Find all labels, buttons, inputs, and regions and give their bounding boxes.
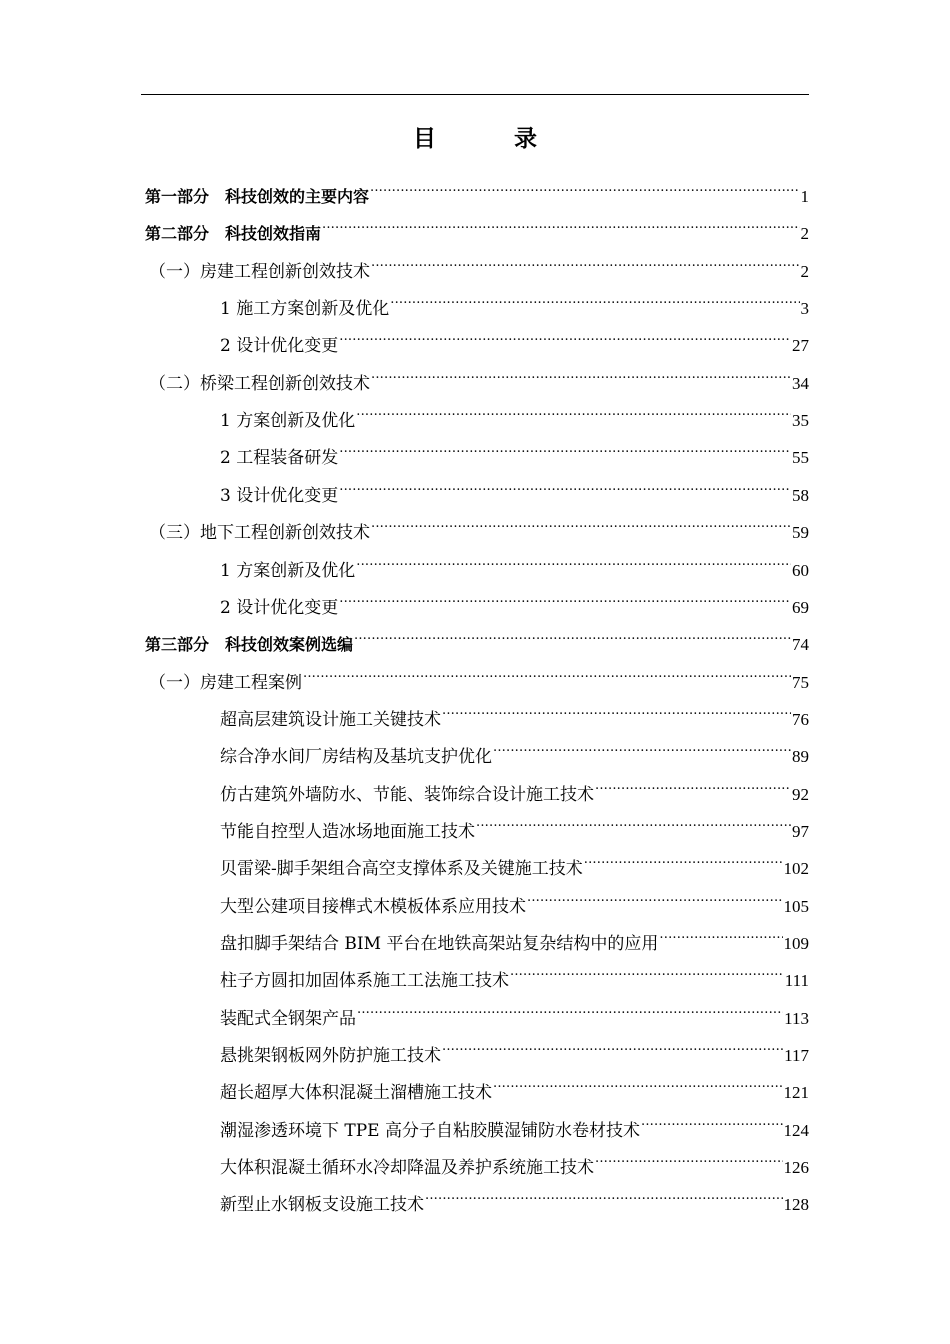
dot-leader <box>370 165 799 202</box>
toc-entry[interactable] <box>149 501 809 543</box>
toc-entry[interactable] <box>220 576 809 618</box>
toc-entry[interactable] <box>220 800 809 842</box>
toc-entry[interactable] <box>220 987 809 1029</box>
toc-entry[interactable] <box>220 426 809 468</box>
toc-entry-label: 第二部分 科技创效指南 <box>145 224 322 243</box>
dot-leader <box>476 800 791 837</box>
dot-leader <box>339 576 791 613</box>
toc-entry-label: 1 施工方案创新及优化 <box>220 299 390 319</box>
toc-entry-label: 超长超厚大体积混凝土溜槽施工技术 <box>220 1083 492 1103</box>
dot-leader <box>371 240 800 277</box>
toc-entry[interactable] <box>145 613 809 654</box>
dot-leader <box>493 1061 783 1098</box>
toc-entry-label: 悬挑架钢板网外防护施工技术 <box>220 1046 441 1066</box>
toc-entry-page-number: 105 <box>783 897 809 916</box>
toc-entry-label: 节能自控型人造冰场地面施工技术 <box>220 822 475 842</box>
toc-entry-page-number: 3 <box>800 299 809 318</box>
toc-entry-label: 1 方案创新及优化 <box>220 411 356 431</box>
toc-entry[interactable] <box>220 1024 809 1066</box>
toc-entry[interactable] <box>220 314 809 356</box>
toc-entry-page-number: 2 <box>800 224 809 243</box>
toc-entry[interactable] <box>145 165 809 206</box>
toc-entry-label: 潮湿渗透环境下 TPE 高分子自粘胶膜湿铺防水卷材技术 <box>220 1121 640 1141</box>
toc-entry-label: 仿古建筑外墙防水、节能、装饰综合设计施工技术 <box>220 785 594 805</box>
dot-leader <box>442 688 791 725</box>
toc-entry-page-number: 126 <box>783 1158 809 1177</box>
toc-entry-page-number: 89 <box>792 747 809 766</box>
dot-leader <box>371 501 791 538</box>
toc-entry-page-number: 55 <box>792 448 809 467</box>
dot-leader <box>659 912 782 949</box>
toc-entry-label: 2 设计优化变更 <box>220 598 339 618</box>
dot-leader <box>493 725 791 762</box>
toc-entry-page-number: 111 <box>784 971 809 990</box>
toc-entry-label: （一）房建工程创新创效技术 <box>149 262 370 282</box>
toc-entry[interactable] <box>220 539 809 581</box>
dot-leader <box>425 1173 783 1210</box>
toc-entry-page-number: 102 <box>783 859 809 878</box>
toc-entry[interactable] <box>220 949 809 991</box>
toc-entry-label: 大型公建项目接榫式木模板体系应用技术 <box>220 897 526 917</box>
toc-entry-label: 贝雷梁-脚手架组合高空支撑体系及关键施工技术 <box>220 859 583 879</box>
toc-entry[interactable] <box>220 277 809 319</box>
toc-entry[interactable] <box>220 1099 809 1141</box>
page-title-left: 目 <box>413 126 436 152</box>
dot-leader <box>527 875 783 912</box>
page-title <box>141 122 809 156</box>
dot-leader <box>595 763 791 800</box>
toc-entry-page-number: 74 <box>792 635 809 654</box>
dot-leader <box>339 314 791 351</box>
toc-entry[interactable] <box>220 688 809 730</box>
toc-entry-page-number: 124 <box>783 1121 809 1140</box>
dot-leader <box>356 389 791 426</box>
toc-entry-page-number: 69 <box>792 598 809 617</box>
toc-entry-label: 3 设计优化变更 <box>220 486 339 506</box>
toc-entry[interactable] <box>220 1136 809 1178</box>
toc-entry-label: 2 设计优化变更 <box>220 336 339 356</box>
toc-entry-label: 1 方案创新及优化 <box>220 561 356 581</box>
toc-entry-label: 柱子方圆扣加固体系施工工法施工技术 <box>220 971 509 991</box>
dot-leader <box>442 1024 783 1061</box>
toc-entry[interactable] <box>220 763 809 805</box>
toc-entry[interactable] <box>149 352 809 394</box>
toc-entry-page-number: 34 <box>792 374 809 393</box>
toc-entry-page-number: 59 <box>792 523 809 542</box>
toc-entry[interactable] <box>220 875 809 917</box>
toc-entry-page-number: 109 <box>783 934 809 953</box>
toc-entry-page-number: 121 <box>783 1083 809 1102</box>
dot-leader <box>510 949 784 986</box>
toc-entry-page-number: 128 <box>783 1195 809 1214</box>
toc-entry-page-number: 117 <box>784 1046 809 1065</box>
toc-entry[interactable] <box>149 651 809 693</box>
dot-leader <box>339 464 791 501</box>
toc-entry-label: 综合净水间厂房结构及基坑支护优化 <box>220 747 492 767</box>
toc-entry[interactable] <box>220 912 809 954</box>
toc-entry-label: （二）桥梁工程创新创效技术 <box>149 374 370 394</box>
dot-leader <box>354 613 791 650</box>
toc-entry-label: 装配式全钢架产品 <box>220 1009 356 1029</box>
toc-entry[interactable] <box>220 725 809 767</box>
toc-entry-page-number: 2 <box>800 262 809 281</box>
dot-leader <box>595 1136 783 1173</box>
toc-entry[interactable] <box>220 837 809 879</box>
toc-entry-page-number: 97 <box>792 822 809 841</box>
dot-leader <box>339 426 791 463</box>
toc-entry-page-number: 113 <box>784 1009 809 1028</box>
toc-entry[interactable] <box>145 202 809 243</box>
toc-entry-page-number: 58 <box>792 486 809 505</box>
toc-entry-page-number: 92 <box>792 785 809 804</box>
toc-entry-label: 超高层建筑设计施工关键技术 <box>220 710 441 730</box>
toc-entry-page-number: 60 <box>792 561 809 580</box>
toc-entry-page-number: 27 <box>792 336 809 355</box>
toc-entry-label: 大体积混凝土循环水冷却降温及养护系统施工技术 <box>220 1158 594 1178</box>
page-title-right: 录 <box>514 126 537 152</box>
toc-entry-label: 2 工程装备研发 <box>220 448 339 468</box>
dot-leader <box>356 539 791 576</box>
dot-leader <box>322 202 799 239</box>
dot-leader <box>584 837 783 874</box>
toc-entry-page-number: 76 <box>792 710 809 729</box>
toc-entry-label: 新型止水钢板支设施工技术 <box>220 1195 424 1215</box>
toc-entry[interactable] <box>149 240 809 282</box>
toc-entry-page-number: 35 <box>792 411 809 430</box>
toc-entry-label: （三）地下工程创新创效技术 <box>149 523 370 543</box>
toc-entry-page-number: 75 <box>792 673 809 692</box>
toc-entry[interactable] <box>220 1173 809 1215</box>
toc-entry-label: 第三部分 科技创效案例选编 <box>145 635 354 654</box>
dot-leader <box>303 651 791 688</box>
toc-entry-page-number: 1 <box>800 187 809 206</box>
toc-entry[interactable] <box>220 464 809 506</box>
dot-leader <box>390 277 799 314</box>
toc-entry-label: 盘扣脚手架结合 BIM 平台在地铁高架站复杂结构中的应用 <box>220 934 659 954</box>
toc-entry-label: 第一部分 科技创效的主要内容 <box>145 187 370 206</box>
header-rule <box>141 94 809 95</box>
toc-entry[interactable] <box>220 389 809 431</box>
dot-leader <box>371 352 791 389</box>
toc-entry[interactable] <box>220 1061 809 1103</box>
dot-leader <box>641 1099 783 1136</box>
dot-leader <box>357 987 783 1024</box>
toc-entry-label: （一）房建工程案例 <box>149 673 302 693</box>
